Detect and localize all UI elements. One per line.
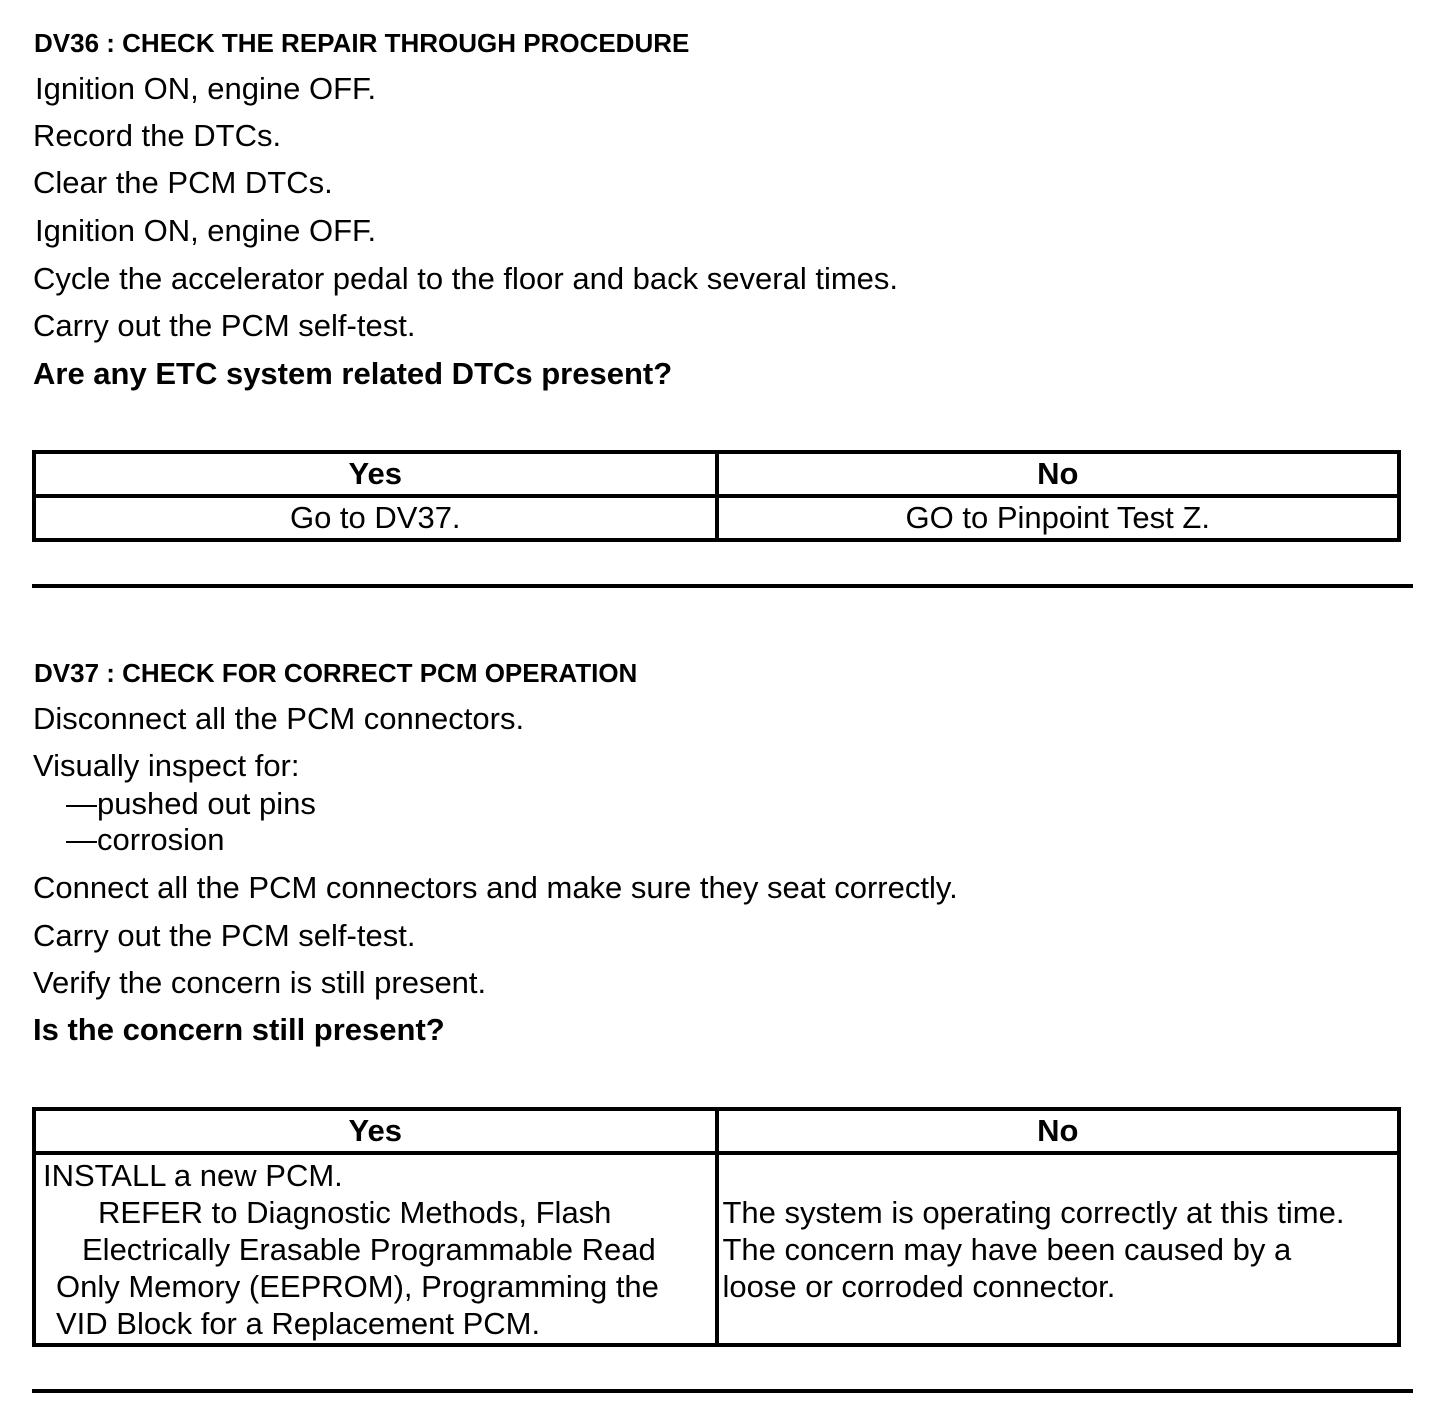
dv36-result-table [32, 450, 1401, 542]
dv37-question: Is the concern still present? [33, 1012, 445, 1047]
yes-header: Yes [34, 452, 717, 496]
no-action: GO to Pinpoint Test Z. [717, 496, 1400, 540]
no-action-line: The concern may have been caused by a [722, 1232, 1292, 1267]
dv37-step: Connect all the PCM connectors and make sure they seat correctly. [33, 870, 958, 905]
dv36-step: Ignition ON, engine OFF. [35, 213, 377, 248]
yes-action-line: REFER to Diagnostic Methods, Flash [98, 1195, 612, 1230]
no-action-line: The system is operating correctly at this time. [722, 1195, 1345, 1230]
yes-action-line: Only Memory (EEPROM), Programming the [56, 1269, 659, 1304]
section-divider [32, 1389, 1413, 1393]
no-action [717, 1153, 1400, 1345]
yes-action-line: Electrically Erasable Programmable Read [82, 1232, 656, 1267]
dv36-step: Carry out the PCM self-test. [33, 308, 416, 343]
dv37-step: Verify the concern is still present. [33, 965, 487, 1000]
yes-action [34, 1153, 717, 1345]
dv37-step: Carry out the PCM self-test. [33, 918, 416, 953]
no-header: No [717, 452, 1400, 496]
yes-action: Go to DV37. [34, 496, 717, 540]
dv36-step: Ignition ON, engine OFF. [35, 71, 377, 106]
yes-action-line: VID Block for a Replacement PCM. [56, 1306, 541, 1341]
dv36-question: Are any ETC system related DTCs present? [33, 356, 673, 391]
no-action-line: loose or corroded connector. [722, 1269, 1116, 1304]
dv36-step: Clear the PCM DTCs. [33, 165, 333, 200]
yes-action-line: INSTALL a new PCM. [43, 1158, 343, 1193]
dv37-heading: DV37 : CHECK FOR CORRECT PCM OPERATION [34, 658, 638, 688]
dv36-step: Cycle the accelerator pedal to the floor and back several times. [33, 261, 899, 296]
dv36-step: Record the DTCs. [33, 118, 282, 153]
dv37-step: Disconnect all the PCM connectors. [33, 701, 525, 736]
dv37-step: Visually inspect for: [33, 748, 300, 783]
dv37-inspect-item: —corrosion [66, 822, 225, 857]
dv37-inspect-item: —pushed out pins [66, 786, 316, 821]
dv36-heading: DV36 : CHECK THE REPAIR THROUGH PROCEDURE [34, 28, 690, 58]
dv37-result-table [32, 1107, 1401, 1347]
no-header: No [717, 1109, 1400, 1153]
section-divider [32, 584, 1413, 588]
yes-header: Yes [34, 1109, 717, 1153]
